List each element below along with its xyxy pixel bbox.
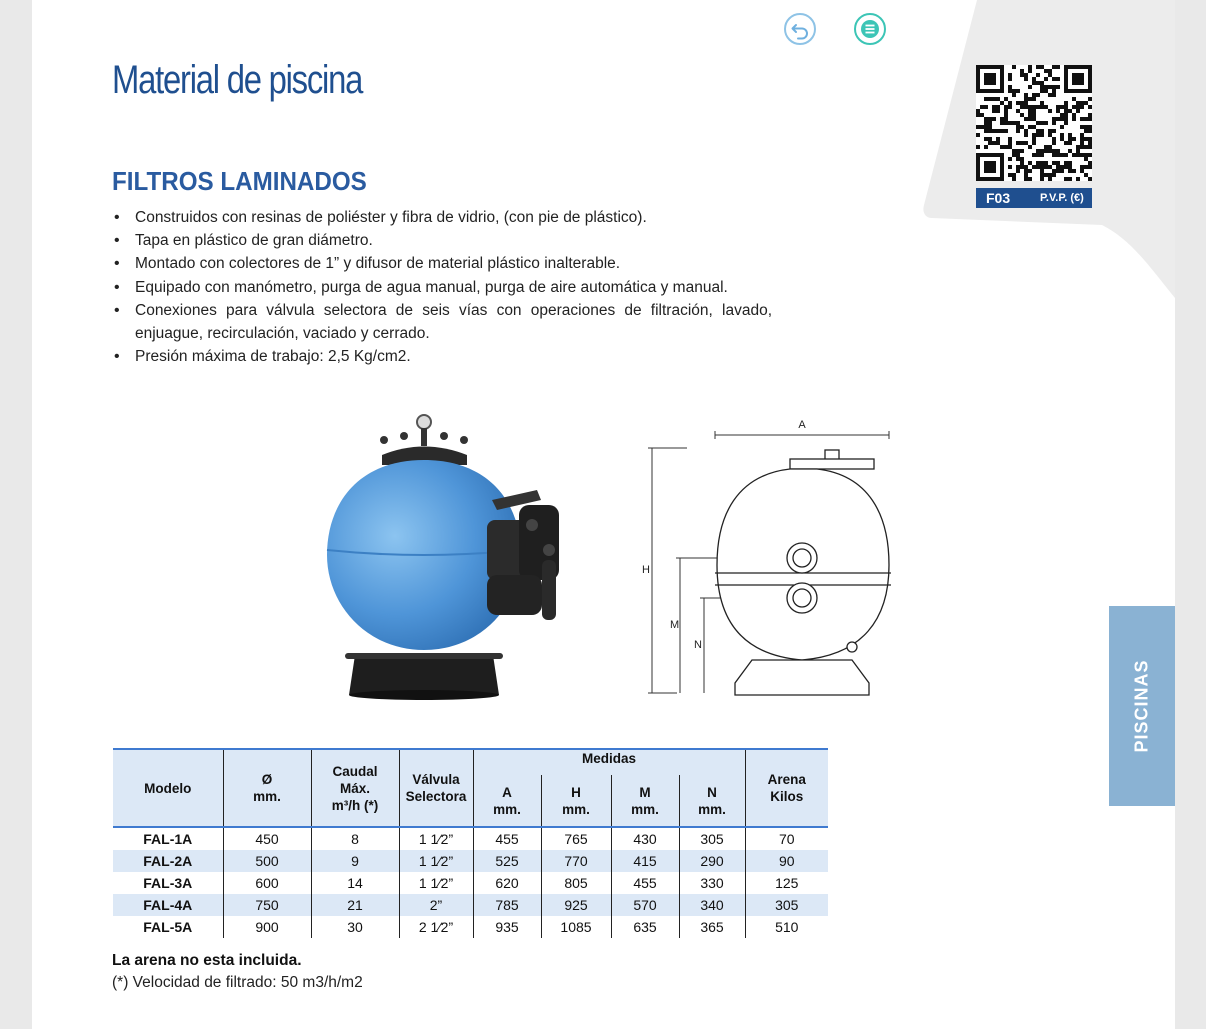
side-tab-piscinas[interactable] xyxy=(1109,606,1175,806)
cell-a: 620 xyxy=(473,872,541,894)
cell-modelo: FAL-3A xyxy=(113,872,223,894)
cell-valvula: 1 1⁄2” xyxy=(399,827,473,850)
header-text: Arena xyxy=(767,772,806,787)
cell-caudal: 30 xyxy=(311,916,399,938)
header-text: H xyxy=(571,784,581,800)
cell-modelo: FAL-4A xyxy=(113,894,223,916)
header-medidas: Medidas xyxy=(473,749,745,775)
cell-modelo: FAL-1A xyxy=(113,827,223,850)
cell-h: 765 xyxy=(541,827,611,850)
cell-a: 785 xyxy=(473,894,541,916)
header-unit: mm. xyxy=(493,801,521,817)
cell-caudal: 9 xyxy=(311,850,399,872)
cell-n: 365 xyxy=(679,916,745,938)
cell-m: 455 xyxy=(611,872,679,894)
cell-valvula: 2 1⁄2” xyxy=(399,916,473,938)
cell-h: 805 xyxy=(541,872,611,894)
qr-code[interactable] xyxy=(976,65,1092,181)
dimension-label-n: N xyxy=(694,639,702,651)
cell-modelo: FAL-2A xyxy=(113,850,223,872)
header-text: Máx. xyxy=(339,780,370,796)
cell-caudal: 14 xyxy=(311,872,399,894)
cell-valvula: 2” xyxy=(399,894,473,916)
cell-diametro: 500 xyxy=(223,850,311,872)
cell-n: 305 xyxy=(679,827,745,850)
product-code-bar xyxy=(976,188,1092,208)
cell-diametro: 900 xyxy=(223,916,311,938)
header-text: A xyxy=(502,784,512,800)
cell-n: 290 xyxy=(679,850,745,872)
cell-n: 340 xyxy=(679,894,745,916)
product-code: F03 xyxy=(986,190,1011,206)
speed-note: (*) Velocidad de filtrado: 50 m3/h/m2 xyxy=(112,974,363,991)
back-arrow-icon xyxy=(786,15,814,43)
cell-modelo: FAL-5A xyxy=(113,916,223,938)
cell-a: 525 xyxy=(473,850,541,872)
feature-item: • Equipado con manómetro, purga de agua manual, purga de aire automática y manual. xyxy=(112,276,772,299)
price-label: P.V.P. (€) xyxy=(1040,192,1084,204)
cell-diametro: 750 xyxy=(223,894,311,916)
header-text: Kilos xyxy=(770,789,804,804)
header-caudal xyxy=(311,749,399,827)
header-text: Ø xyxy=(261,772,273,787)
header-text: Válvula xyxy=(412,772,460,787)
sand-note: La arena no esta incluida. xyxy=(112,952,302,969)
cell-caudal: 21 xyxy=(311,894,399,916)
page-title: Material de piscina xyxy=(112,58,363,102)
feature-item: • Tapa en plástico de gran diámetro. xyxy=(112,229,772,252)
feature-item: • Presión máxima de trabajo: 2,5 Kg/cm2. xyxy=(112,345,772,368)
cell-valvula: 1 1⁄2” xyxy=(399,850,473,872)
cell-diametro: 450 xyxy=(223,827,311,850)
cell-a: 935 xyxy=(473,916,541,938)
cell-arena: 125 xyxy=(745,872,828,894)
table-row xyxy=(113,916,828,938)
cell-arena: 305 xyxy=(745,894,828,916)
feature-list xyxy=(112,206,772,368)
dimension-diagram xyxy=(637,415,902,700)
cell-arena: 70 xyxy=(745,827,828,850)
dimension-label-h: H xyxy=(642,564,650,576)
cell-h: 770 xyxy=(541,850,611,872)
spec-table xyxy=(113,748,828,938)
catalog-page xyxy=(32,0,1175,1029)
cell-diametro: 600 xyxy=(223,872,311,894)
feature-item: • Conexiones para válvula selectora de seis vías con operaciones de filtración, lavado, enjuague, recirculación, vaciado y cerrado. xyxy=(112,299,772,345)
section-title: FILTROS LAMINADOS xyxy=(112,166,367,196)
header-valvula xyxy=(399,749,473,827)
cell-arena: 510 xyxy=(745,916,828,938)
header-text: Selectora xyxy=(405,789,467,804)
table-row xyxy=(113,827,828,850)
cell-h: 1085 xyxy=(541,916,611,938)
cell-m: 570 xyxy=(611,894,679,916)
header-text: M xyxy=(639,784,651,800)
feature-item: • Construidos con resinas de poliéster y fibra de vidrio, (con pie de plástico). xyxy=(112,206,772,229)
header-text: Caudal xyxy=(332,763,378,779)
cell-valvula: 1 1⁄2” xyxy=(399,872,473,894)
header-text: N xyxy=(707,784,717,800)
cell-m: 415 xyxy=(611,850,679,872)
cell-h: 925 xyxy=(541,894,611,916)
header-unit: mm. xyxy=(698,801,726,817)
cell-m: 430 xyxy=(611,827,679,850)
back-button[interactable] xyxy=(784,13,816,45)
header-unit: mm. xyxy=(631,801,659,817)
menu-button[interactable] xyxy=(854,13,886,45)
dimension-label-a: A xyxy=(798,419,806,431)
header-modelo: Modelo xyxy=(113,749,223,827)
side-tab-label: PISCINAS xyxy=(1131,659,1152,753)
header-a xyxy=(473,775,541,827)
dimension-label-m: M xyxy=(670,619,680,631)
cell-a: 455 xyxy=(473,827,541,850)
sand-filter-image xyxy=(287,410,567,700)
cell-caudal: 8 xyxy=(311,827,399,850)
header-arena xyxy=(745,749,828,827)
header-h xyxy=(541,775,611,827)
header-text: mm. xyxy=(253,789,281,804)
cell-arena: 90 xyxy=(745,850,828,872)
table-row xyxy=(113,872,828,894)
cell-n: 330 xyxy=(679,872,745,894)
table-row xyxy=(113,850,828,872)
header-unit: mm. xyxy=(562,801,590,817)
cell-m: 635 xyxy=(611,916,679,938)
menu-list-icon xyxy=(856,15,884,43)
header-n xyxy=(679,775,745,827)
table-row xyxy=(113,894,828,916)
header-diametro xyxy=(223,749,311,827)
header-m xyxy=(611,775,679,827)
feature-item: • Montado con colectores de 1” y difusor de material plástico inalterable. xyxy=(112,252,772,275)
header-text: m³/h (*) xyxy=(331,797,379,813)
